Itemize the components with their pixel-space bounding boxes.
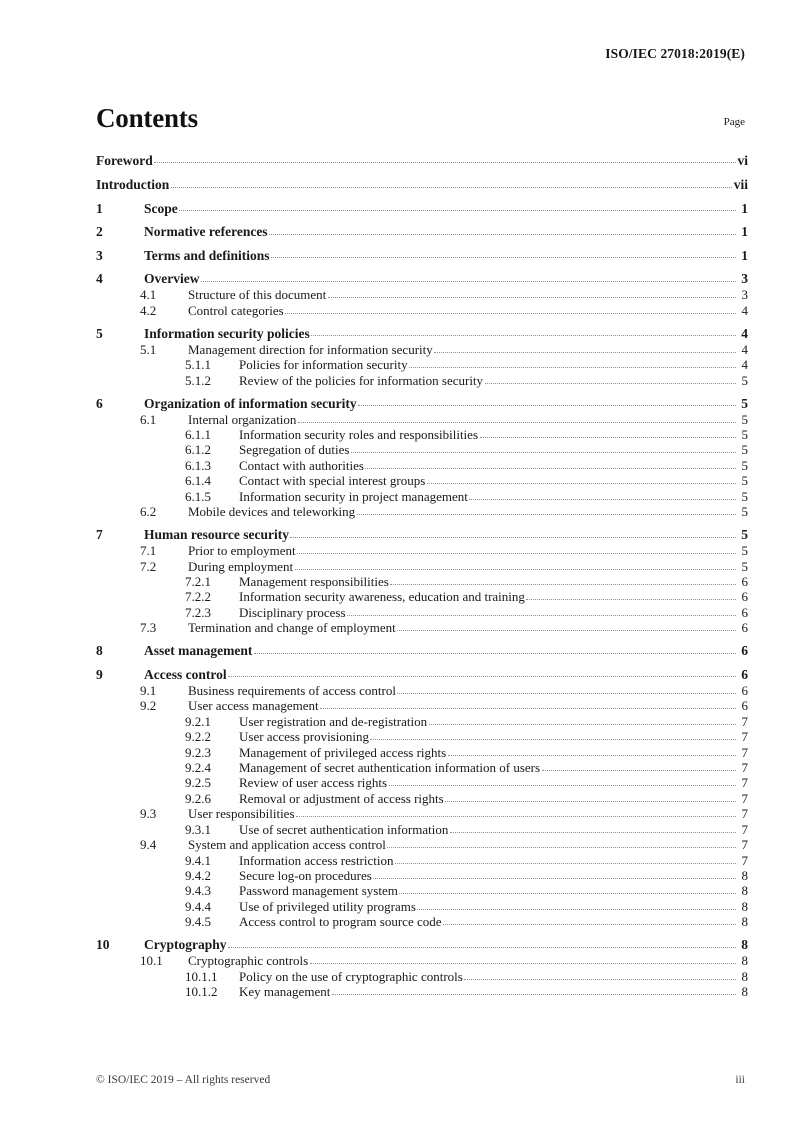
toc-dot-leader [427, 482, 736, 484]
toc-entry-page: 4 [741, 302, 748, 318]
toc-entry-number: 9.2.5 [185, 775, 211, 791]
toc-entry-page: 7 [741, 744, 748, 760]
toc-entry-label: Management of secret authentication information of users [239, 759, 541, 775]
toc-entry-number: 9 [96, 666, 103, 682]
toc-entry-number: 7 [96, 527, 103, 543]
toc-dot-leader [271, 256, 735, 258]
toc-entry-page: 7 [741, 806, 748, 822]
toc-entry-page: vi [737, 152, 748, 168]
toc-dot-leader [285, 312, 735, 314]
toc-entry[interactable] [96, 928, 748, 952]
toc-entry-label: Information security in project management [239, 488, 468, 504]
toc-entry-number: 6.1.5 [185, 488, 211, 504]
toc-dot-leader [154, 161, 735, 163]
toc-entry-label: System and application access control [188, 837, 386, 853]
toc-entry[interactable] [96, 371, 748, 386]
toc-entry-page: 4 [741, 341, 748, 357]
toc-entry-page: 7 [741, 852, 748, 868]
document-header-id: ISO/IEC 27018:2019(E) [605, 46, 745, 61]
toc-dot-leader [370, 738, 735, 740]
toc-entry-page: 5 [741, 442, 748, 458]
toc-entry-page: 7 [741, 837, 748, 853]
toc-entry[interactable] [96, 619, 748, 634]
toc-entry-label: Terms and definitions [144, 247, 270, 263]
copyright-notice: © ISO/IEC 2019 – All rights reserved [96, 1074, 271, 1086]
toc-entry-page: 5 [741, 457, 748, 473]
toc-entry-number: 9.3.1 [185, 821, 211, 837]
page-title: Contents [96, 103, 198, 133]
toc-entry-page: 5 [741, 543, 748, 559]
toc-entry-page: 7 [741, 821, 748, 837]
toc-entry-number: 4.2 [140, 302, 157, 318]
toc-entry-page: 5 [741, 473, 748, 489]
toc-entry-page: 8 [741, 968, 748, 984]
toc-entry-label: Information security roles and responsibilities [239, 427, 479, 442]
table-of-contents [96, 152, 748, 998]
toc-entry-label: User access provisioning [239, 729, 369, 745]
toc-entry-number: 9.2.4 [185, 759, 211, 775]
toc-entry-page: 6 [741, 589, 748, 605]
toc-entry-label: Contact with authorities [239, 457, 364, 473]
toc-dot-leader [450, 831, 736, 833]
toc-dot-leader [228, 946, 735, 948]
toc-entry-number: 9.1 [140, 682, 157, 698]
toc-dot-leader [269, 233, 735, 235]
toc-entry-page: 6 [741, 682, 748, 698]
toc-entry-label: Human resource security [144, 527, 289, 543]
contents-title-row [96, 105, 745, 132]
toc-entry[interactable] [96, 487, 748, 502]
toc-entry[interactable] [96, 301, 748, 316]
toc-entry-label: Management of privileged access rights [239, 744, 447, 760]
toc-entry[interactable] [96, 518, 748, 542]
toc-entry[interactable] [96, 867, 748, 882]
toc-entry[interactable] [96, 152, 748, 167]
toc-entry-number: 9.4.4 [185, 898, 211, 914]
toc-dot-leader [387, 846, 735, 848]
toc-entry-number: 10.1.2 [185, 984, 218, 1000]
toc-dot-leader [485, 382, 736, 384]
toc-entry-page: 5 [741, 558, 748, 574]
toc-entry[interactable] [96, 836, 748, 851]
toc-entry-page: 4 [741, 325, 748, 341]
toc-entry-page: 7 [741, 759, 748, 775]
toc-entry[interactable] [96, 441, 748, 456]
toc-entry-number: 9.4.5 [185, 914, 211, 930]
toc-entry-label: Introduction [96, 177, 170, 193]
toc-dot-leader [179, 209, 735, 211]
toc-entry[interactable] [96, 542, 748, 557]
toc-entry-page: 5 [741, 411, 748, 427]
toc-entry-label: Internal organization [188, 411, 297, 427]
toc-entry[interactable] [96, 410, 748, 425]
toc-entry-label: Access control [144, 666, 227, 682]
toc-entry-label: Contact with special interest groups [239, 473, 426, 489]
toc-entry[interactable] [96, 805, 748, 820]
toc-entry-label: User registration and de-registration [239, 713, 428, 729]
toc-dot-leader [434, 351, 735, 353]
toc-dot-leader [297, 552, 735, 554]
toc-entry-page: 5 [741, 395, 748, 411]
toc-entry-page: 6 [741, 698, 748, 714]
toc-entry-label: Cryptography [144, 937, 227, 953]
toc-entry[interactable] [96, 340, 748, 355]
toc-entry-label: Control categories [188, 302, 284, 318]
toc-dot-leader [417, 908, 735, 910]
toc-entry[interactable] [96, 967, 748, 982]
toc-entry-number: 9.4 [140, 837, 157, 853]
toc-entry-page: 6 [741, 604, 748, 620]
toc-dot-leader [373, 877, 735, 879]
toc-entry-label: Overview [144, 271, 200, 287]
toc-dot-leader [542, 769, 736, 771]
toc-entry[interactable] [96, 317, 748, 341]
toc-entry-number: 4.1 [140, 287, 157, 303]
toc-entry-label: Segregation of duties [239, 442, 350, 458]
toc-dot-leader [464, 978, 735, 980]
toc-entry[interactable] [96, 913, 748, 928]
toc-dot-leader [445, 800, 735, 802]
toc-entry-number: 10 [96, 937, 110, 953]
toc-dot-leader [448, 754, 736, 756]
toc-entry-label: During employment [188, 558, 294, 574]
toc-entry-number: 6.2 [140, 504, 157, 520]
toc-entry[interactable] [96, 262, 748, 286]
toc-dot-leader [228, 675, 735, 677]
toc-entry-page: 6 [741, 666, 748, 682]
toc-entry[interactable] [96, 759, 748, 774]
toc-entry-label: Structure of this document [188, 287, 327, 303]
toc-entry-label: Use of privileged utility programs [239, 898, 416, 914]
toc-entry-number: 4 [96, 271, 103, 287]
toc-dot-leader [295, 568, 736, 570]
document-footer [96, 1074, 745, 1086]
toc-entry-number: 1 [96, 200, 103, 216]
toc-entry-page: 8 [741, 898, 748, 914]
toc-entry-number: 8 [96, 643, 103, 659]
toc-entry[interactable] [96, 603, 748, 618]
toc-entry-page: 7 [741, 713, 748, 729]
toc-entry[interactable] [96, 215, 748, 239]
toc-entry[interactable] [96, 897, 748, 912]
toc-entry-number: 7.2.3 [185, 604, 211, 620]
toc-entry-page: 5 [741, 488, 748, 504]
toc-entry-label: Foreword [96, 152, 153, 168]
toc-entry[interactable] [96, 387, 748, 411]
toc-entry-page: 8 [741, 868, 748, 883]
toc-entry-number: 9.2.6 [185, 790, 211, 806]
toc-dot-leader [290, 536, 735, 538]
toc-entry-label: Secure log-on procedures [239, 868, 372, 883]
toc-entry-page: 8 [741, 937, 748, 953]
toc-entry-page: 7 [741, 775, 748, 791]
toc-entry[interactable] [96, 712, 748, 727]
toc-entry-number: 9.2.1 [185, 713, 211, 729]
toc-entry[interactable] [96, 952, 748, 967]
toc-dot-leader [397, 629, 735, 631]
toc-entry[interactable] [96, 356, 748, 371]
toc-entry-number: 6 [96, 395, 103, 411]
toc-entry-label: User access management [188, 698, 319, 714]
toc-dot-leader [347, 614, 735, 616]
toc-entry-label: Management responsibilities [239, 574, 389, 589]
toc-entry[interactable] [96, 426, 748, 441]
toc-entry[interactable] [96, 851, 748, 866]
toc-entry-number: 6.1.1 [185, 427, 211, 442]
toc-entry-label: Policy on the use of cryptographic controls [239, 968, 463, 984]
toc-entry[interactable] [96, 588, 748, 603]
toc-entry-page: 1 [741, 247, 748, 263]
toc-entry-page: 6 [741, 620, 748, 636]
toc-entry-label: Removal or adjustment of access rights [239, 790, 444, 806]
toc-dot-leader [397, 692, 735, 694]
toc-entry-page: vii [733, 177, 748, 193]
toc-dot-leader [469, 498, 735, 500]
toc-entry[interactable] [96, 192, 748, 216]
toc-entry-page: 8 [741, 984, 748, 1000]
toc-entry[interactable] [96, 728, 748, 743]
toc-entry[interactable] [96, 983, 748, 998]
toc-entry-number: 5.1.1 [185, 357, 211, 373]
toc-entry-label: Organization of information security [144, 395, 357, 411]
toc-entry-number: 9.3 [140, 806, 157, 822]
toc-entry-label: Scope [144, 200, 178, 216]
toc-entry[interactable] [96, 820, 748, 835]
toc-entry-label: Prior to employment [188, 543, 296, 559]
toc-entry-page: 1 [741, 200, 748, 216]
toc-entry-page: 3 [741, 271, 748, 287]
footer-page-number: iii [735, 1074, 745, 1086]
toc-dot-leader [480, 436, 736, 438]
toc-entry-label: Disciplinary process [239, 604, 346, 620]
toc-dot-leader [328, 296, 736, 298]
toc-entry[interactable] [96, 573, 748, 588]
toc-dot-leader [311, 334, 735, 336]
toc-entry-number: 7.3 [140, 620, 157, 636]
toc-dot-leader [201, 280, 736, 282]
toc-entry[interactable] [96, 286, 748, 301]
toc-entry-number: 2 [96, 224, 103, 240]
toc-dot-leader [310, 962, 736, 964]
toc-entry-number: 7.2.2 [185, 589, 211, 605]
toc-dot-leader [526, 598, 735, 600]
toc-entry[interactable] [96, 681, 748, 696]
toc-dot-leader [298, 421, 736, 423]
toc-entry[interactable] [96, 789, 748, 804]
toc-entry-number: 5.1 [140, 341, 157, 357]
toc-entry-label: Review of the policies for information security [239, 372, 484, 388]
toc-entry-number: 6.1.2 [185, 442, 211, 458]
toc-entry-label: Password management system [239, 883, 398, 899]
toc-entry-page: 8 [741, 883, 748, 899]
toc-entry-label: User responsibilities [188, 806, 295, 822]
toc-dot-leader [365, 467, 735, 469]
toc-entry-label: Mobile devices and teleworking [188, 504, 356, 520]
toc-entry-label: Use of secret authentication information [239, 821, 449, 837]
toc-dot-leader [399, 892, 735, 894]
toc-entry-number: 5.1.2 [185, 372, 211, 388]
toc-dot-leader [351, 451, 736, 453]
toc-entry-label: Management direction for information security [188, 341, 433, 357]
toc-entry[interactable] [96, 634, 748, 658]
toc-dot-leader [332, 993, 736, 995]
toc-entry-label: Termination and change of employment [188, 620, 396, 636]
toc-entry-label: Review of user access rights [239, 775, 388, 791]
toc-entry-page: 5 [741, 427, 748, 442]
toc-entry[interactable] [96, 167, 748, 192]
toc-entry-number: 9.4.3 [185, 883, 211, 899]
toc-entry-page: 5 [741, 527, 748, 543]
toc-entry-label: Cryptographic controls [188, 953, 309, 969]
toc-entry-number: 6.1 [140, 411, 157, 427]
toc-entry-number: 9.4.1 [185, 852, 211, 868]
toc-entry[interactable] [96, 239, 748, 263]
toc-dot-leader [171, 186, 732, 188]
toc-entry-page: 6 [741, 574, 748, 589]
toc-entry-page: 4 [741, 357, 748, 373]
toc-entry[interactable] [96, 456, 748, 471]
toc-entry-page: 1 [741, 224, 748, 240]
toc-entry-number: 6.1.3 [185, 457, 211, 473]
page-column-label: Page [723, 116, 745, 128]
toc-entry[interactable] [96, 658, 748, 682]
toc-entry[interactable] [96, 774, 748, 789]
toc-entry-page: 8 [741, 953, 748, 969]
toc-entry-number: 3 [96, 247, 103, 263]
toc-dot-leader [409, 366, 735, 368]
toc-dot-leader [254, 652, 736, 654]
toc-entry-label: Asset management [144, 643, 253, 659]
toc-entry-number: 9.4.2 [185, 868, 211, 883]
toc-entry[interactable] [96, 697, 748, 712]
toc-entry-label: Information security policies [144, 325, 310, 341]
toc-entry-label: Business requirements of access control [188, 682, 396, 698]
toc-entry-number: 10.1.1 [185, 968, 218, 984]
toc-entry[interactable] [96, 503, 748, 518]
toc-dot-leader [389, 784, 736, 786]
toc-entry-number: 10.1 [140, 953, 163, 969]
toc-entry-number: 9.2.2 [185, 729, 211, 745]
toc-entry-number: 7.2 [140, 558, 157, 574]
toc-dot-leader [357, 513, 736, 515]
toc-entry-number: 5 [96, 325, 103, 341]
toc-entry-page: 7 [741, 790, 748, 806]
toc-entry[interactable] [96, 743, 748, 758]
toc-entry-label: Normative references [144, 224, 268, 240]
toc-entry-number: 7.2.1 [185, 574, 211, 589]
toc-entry-number: 9.2.3 [185, 744, 211, 760]
toc-entry-label: Key management [239, 984, 331, 1000]
toc-entry-page: 5 [741, 372, 748, 388]
toc-entry-page: 3 [741, 287, 748, 303]
toc-entry[interactable] [96, 557, 748, 572]
toc-entry[interactable] [96, 882, 748, 897]
toc-dot-leader [443, 923, 735, 925]
toc-entry-page: 5 [741, 504, 748, 520]
toc-dot-leader [395, 862, 736, 864]
toc-dot-leader [429, 723, 736, 725]
toc-entry-page: 6 [741, 643, 748, 659]
toc-entry-page: 8 [741, 914, 748, 930]
toc-dot-leader [296, 815, 735, 817]
toc-entry-number: 6.1.4 [185, 473, 211, 489]
toc-dot-leader [390, 583, 735, 585]
toc-entry-number: 9.2 [140, 698, 157, 714]
toc-dot-leader [320, 707, 735, 709]
toc-entry-number: 7.1 [140, 543, 157, 559]
toc-entry-page: 7 [741, 729, 748, 745]
toc-entry-label: Information access restriction [239, 852, 394, 868]
toc-entry-label: Policies for information security [239, 357, 408, 373]
toc-entry[interactable] [96, 472, 748, 487]
toc-entry-label: Information security awareness, education and training [239, 589, 525, 605]
toc-dot-leader [358, 404, 735, 406]
toc-entry-label: Access control to program source code [239, 914, 442, 930]
